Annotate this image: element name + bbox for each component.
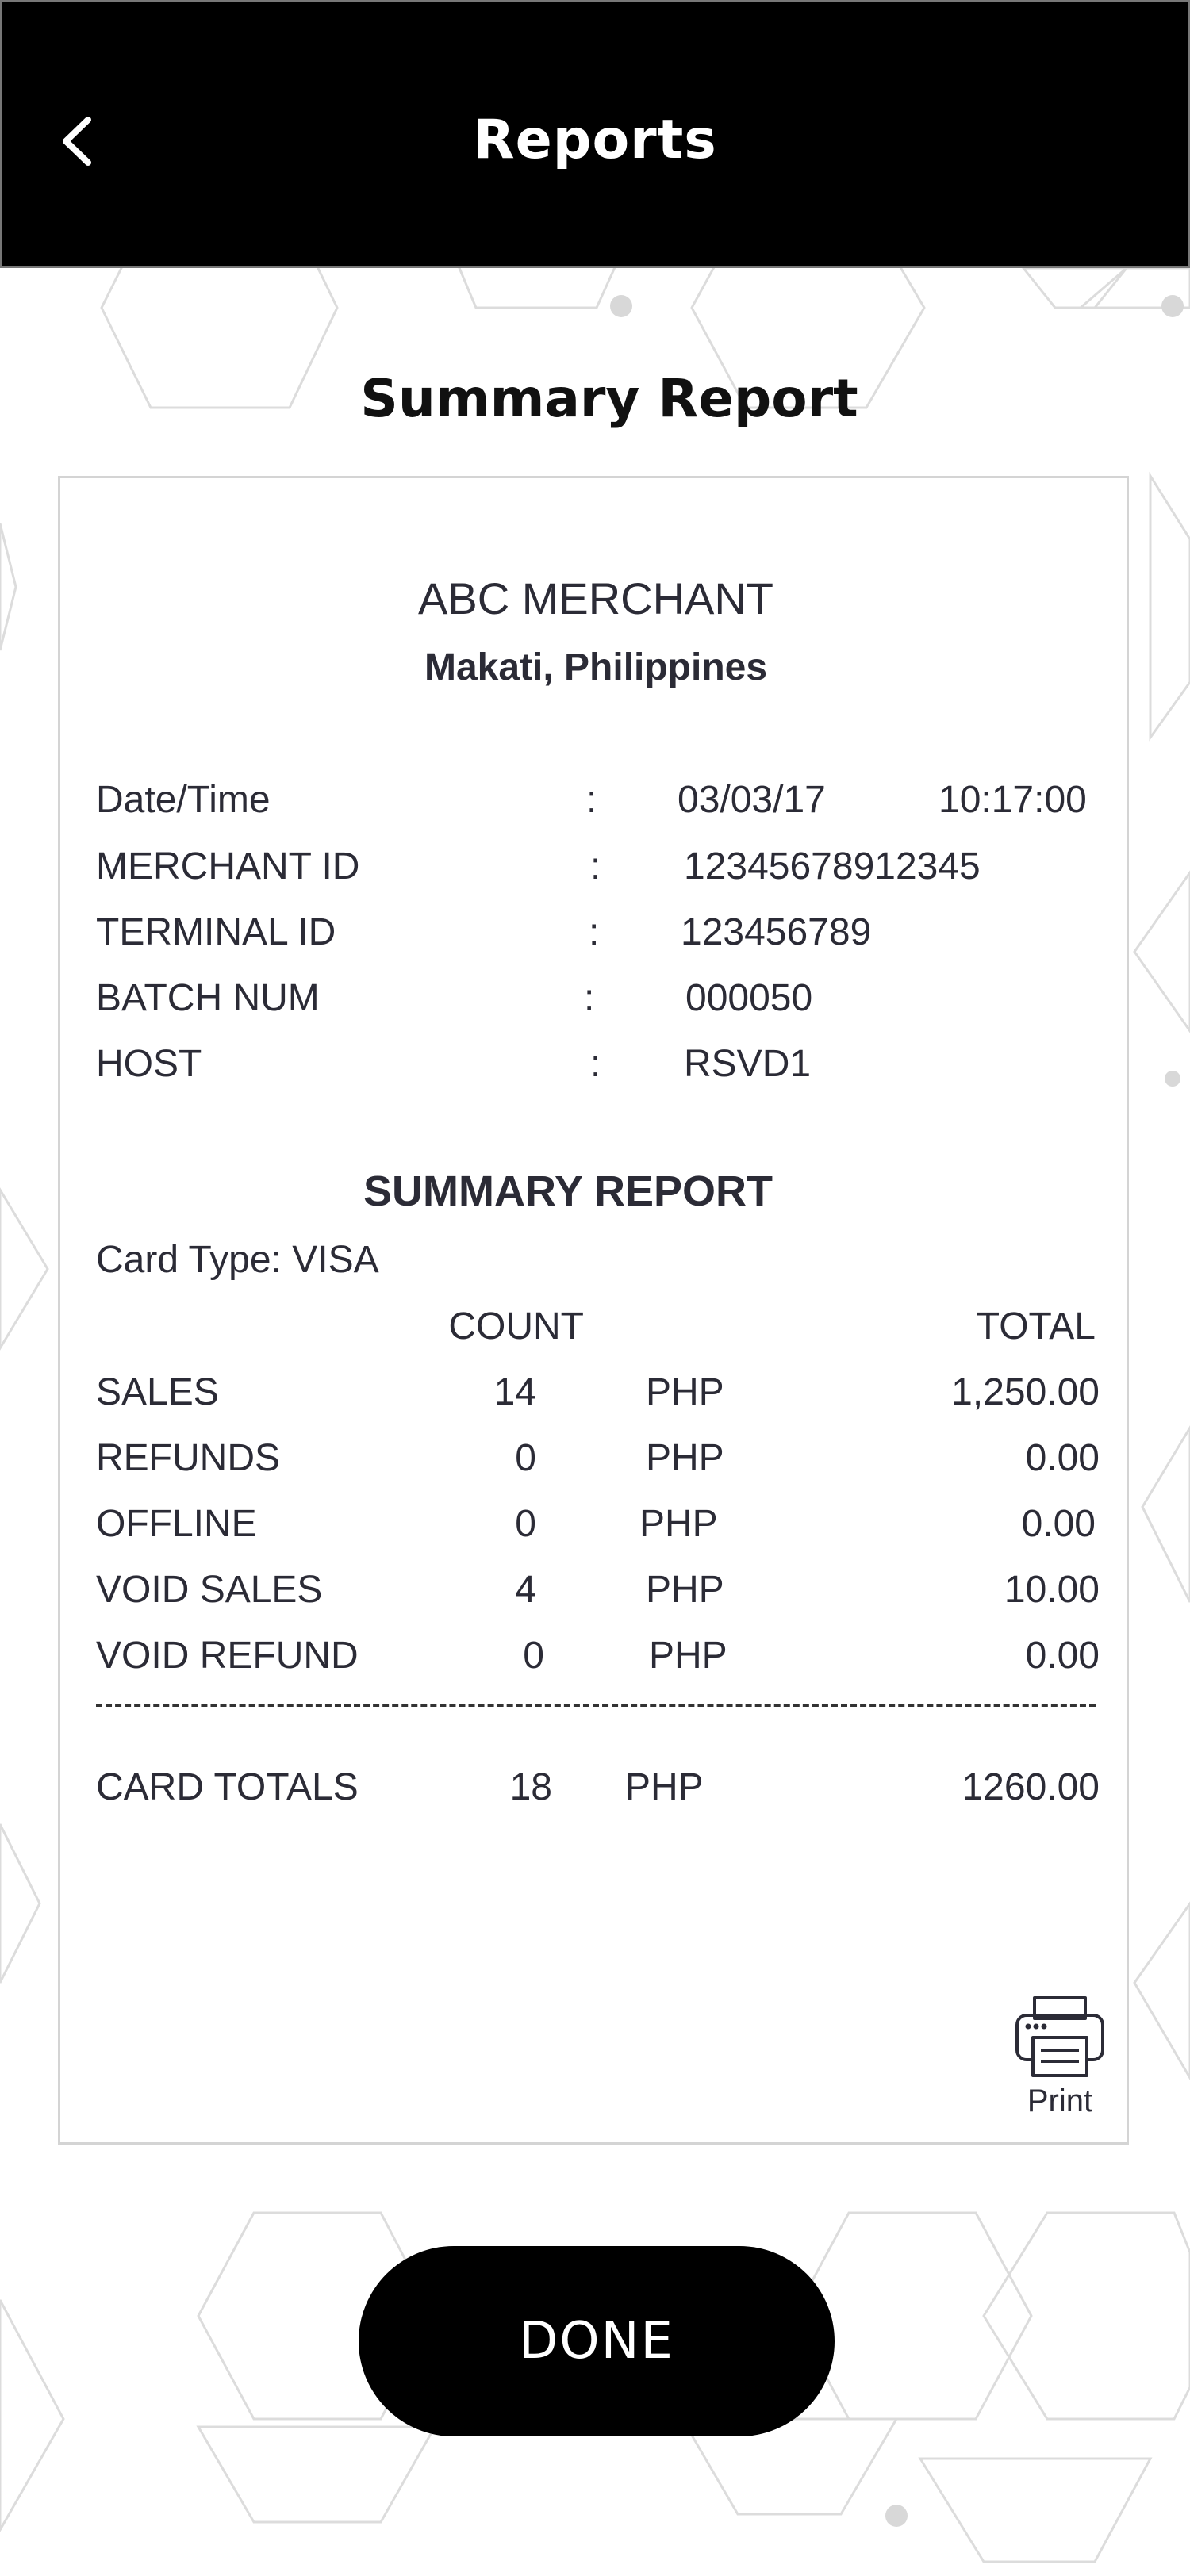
info-value-date: 03/03/17 — [678, 779, 826, 821]
done-button-label: DONE — [519, 2312, 674, 2371]
summary-row-currency: PHP — [639, 1503, 718, 1545]
summary-row-total: 0.00 — [1025, 1635, 1100, 1677]
summary-row-total: 0.00 — [1025, 1437, 1100, 1479]
print-button[interactable] — [1012, 1993, 1107, 2120]
card-totals-count: 18 — [509, 1766, 552, 1808]
merchant-name: ABC MERCHANT — [417, 573, 774, 623]
column-header-count: COUNT — [448, 1305, 584, 1347]
summary-row-count: 0 — [523, 1635, 544, 1677]
info-label-merchant-id: MERCHANT ID — [96, 845, 360, 887]
info-label-host: HOST — [96, 1043, 202, 1085]
summary-row-currency: PHP — [646, 1437, 724, 1479]
info-separator: : — [589, 911, 600, 953]
summary-row-currency: PHP — [646, 1569, 724, 1611]
info-label-datetime: Date/Time — [96, 779, 271, 821]
summary-row-label: VOID REFUND — [96, 1635, 359, 1677]
summary-row-count: 0 — [515, 1437, 536, 1479]
summary-row-count: 4 — [515, 1569, 536, 1611]
info-value-terminal-id: 123456789 — [681, 911, 872, 953]
summary-row-count: 14 — [493, 1371, 536, 1413]
summary-row-label: REFUNDS — [96, 1437, 281, 1479]
info-value-batch-num: 000050 — [685, 977, 813, 1019]
header-title: Reports — [473, 109, 717, 171]
info-label-terminal-id: TERMINAL ID — [96, 911, 336, 953]
info-separator: : — [586, 779, 597, 821]
receipt-card — [58, 476, 1129, 2145]
info-separator: : — [590, 845, 601, 887]
card-type: Card Type: VISA — [96, 1239, 379, 1281]
info-value-merchant-id: 12345678912345 — [684, 845, 981, 887]
summary-row-total: 1,250.00 — [951, 1371, 1100, 1413]
column-header-total: TOTAL — [976, 1305, 1096, 1347]
info-separator: : — [590, 1043, 601, 1085]
summary-heading: SUMMARY REPORT — [363, 1167, 774, 1215]
info-separator: : — [584, 977, 595, 1019]
summary-row-total: 10.00 — [1004, 1569, 1100, 1611]
summary-row-label: OFFLINE — [96, 1503, 257, 1545]
summary-row-label: SALES — [96, 1371, 219, 1413]
page-title: Summary Report — [360, 368, 858, 429]
summary-row-count: 0 — [515, 1503, 536, 1545]
card-totals-currency: PHP — [625, 1766, 704, 1808]
info-value-host: RSVD1 — [684, 1043, 812, 1085]
printer-icon — [1012, 1993, 1107, 2080]
done-button[interactable] — [359, 2246, 835, 2436]
merchant-location: Makati, Philippines — [424, 646, 768, 688]
info-value-time: 10:17:00 — [939, 779, 1087, 821]
summary-row-currency: PHP — [646, 1371, 724, 1413]
summary-row-total: 0.00 — [1021, 1503, 1096, 1545]
dashed-divider — [96, 1704, 1096, 1707]
print-label: Print — [1027, 2083, 1093, 2118]
summary-row-label: VOID SALES — [96, 1569, 323, 1611]
card-totals-total: 1260.00 — [962, 1766, 1100, 1808]
info-label-batch-num: BATCH NUM — [96, 977, 320, 1019]
summary-row-currency: PHP — [649, 1635, 727, 1677]
app-header — [0, 0, 1190, 268]
card-totals-label: CARD TOTALS — [96, 1766, 359, 1808]
